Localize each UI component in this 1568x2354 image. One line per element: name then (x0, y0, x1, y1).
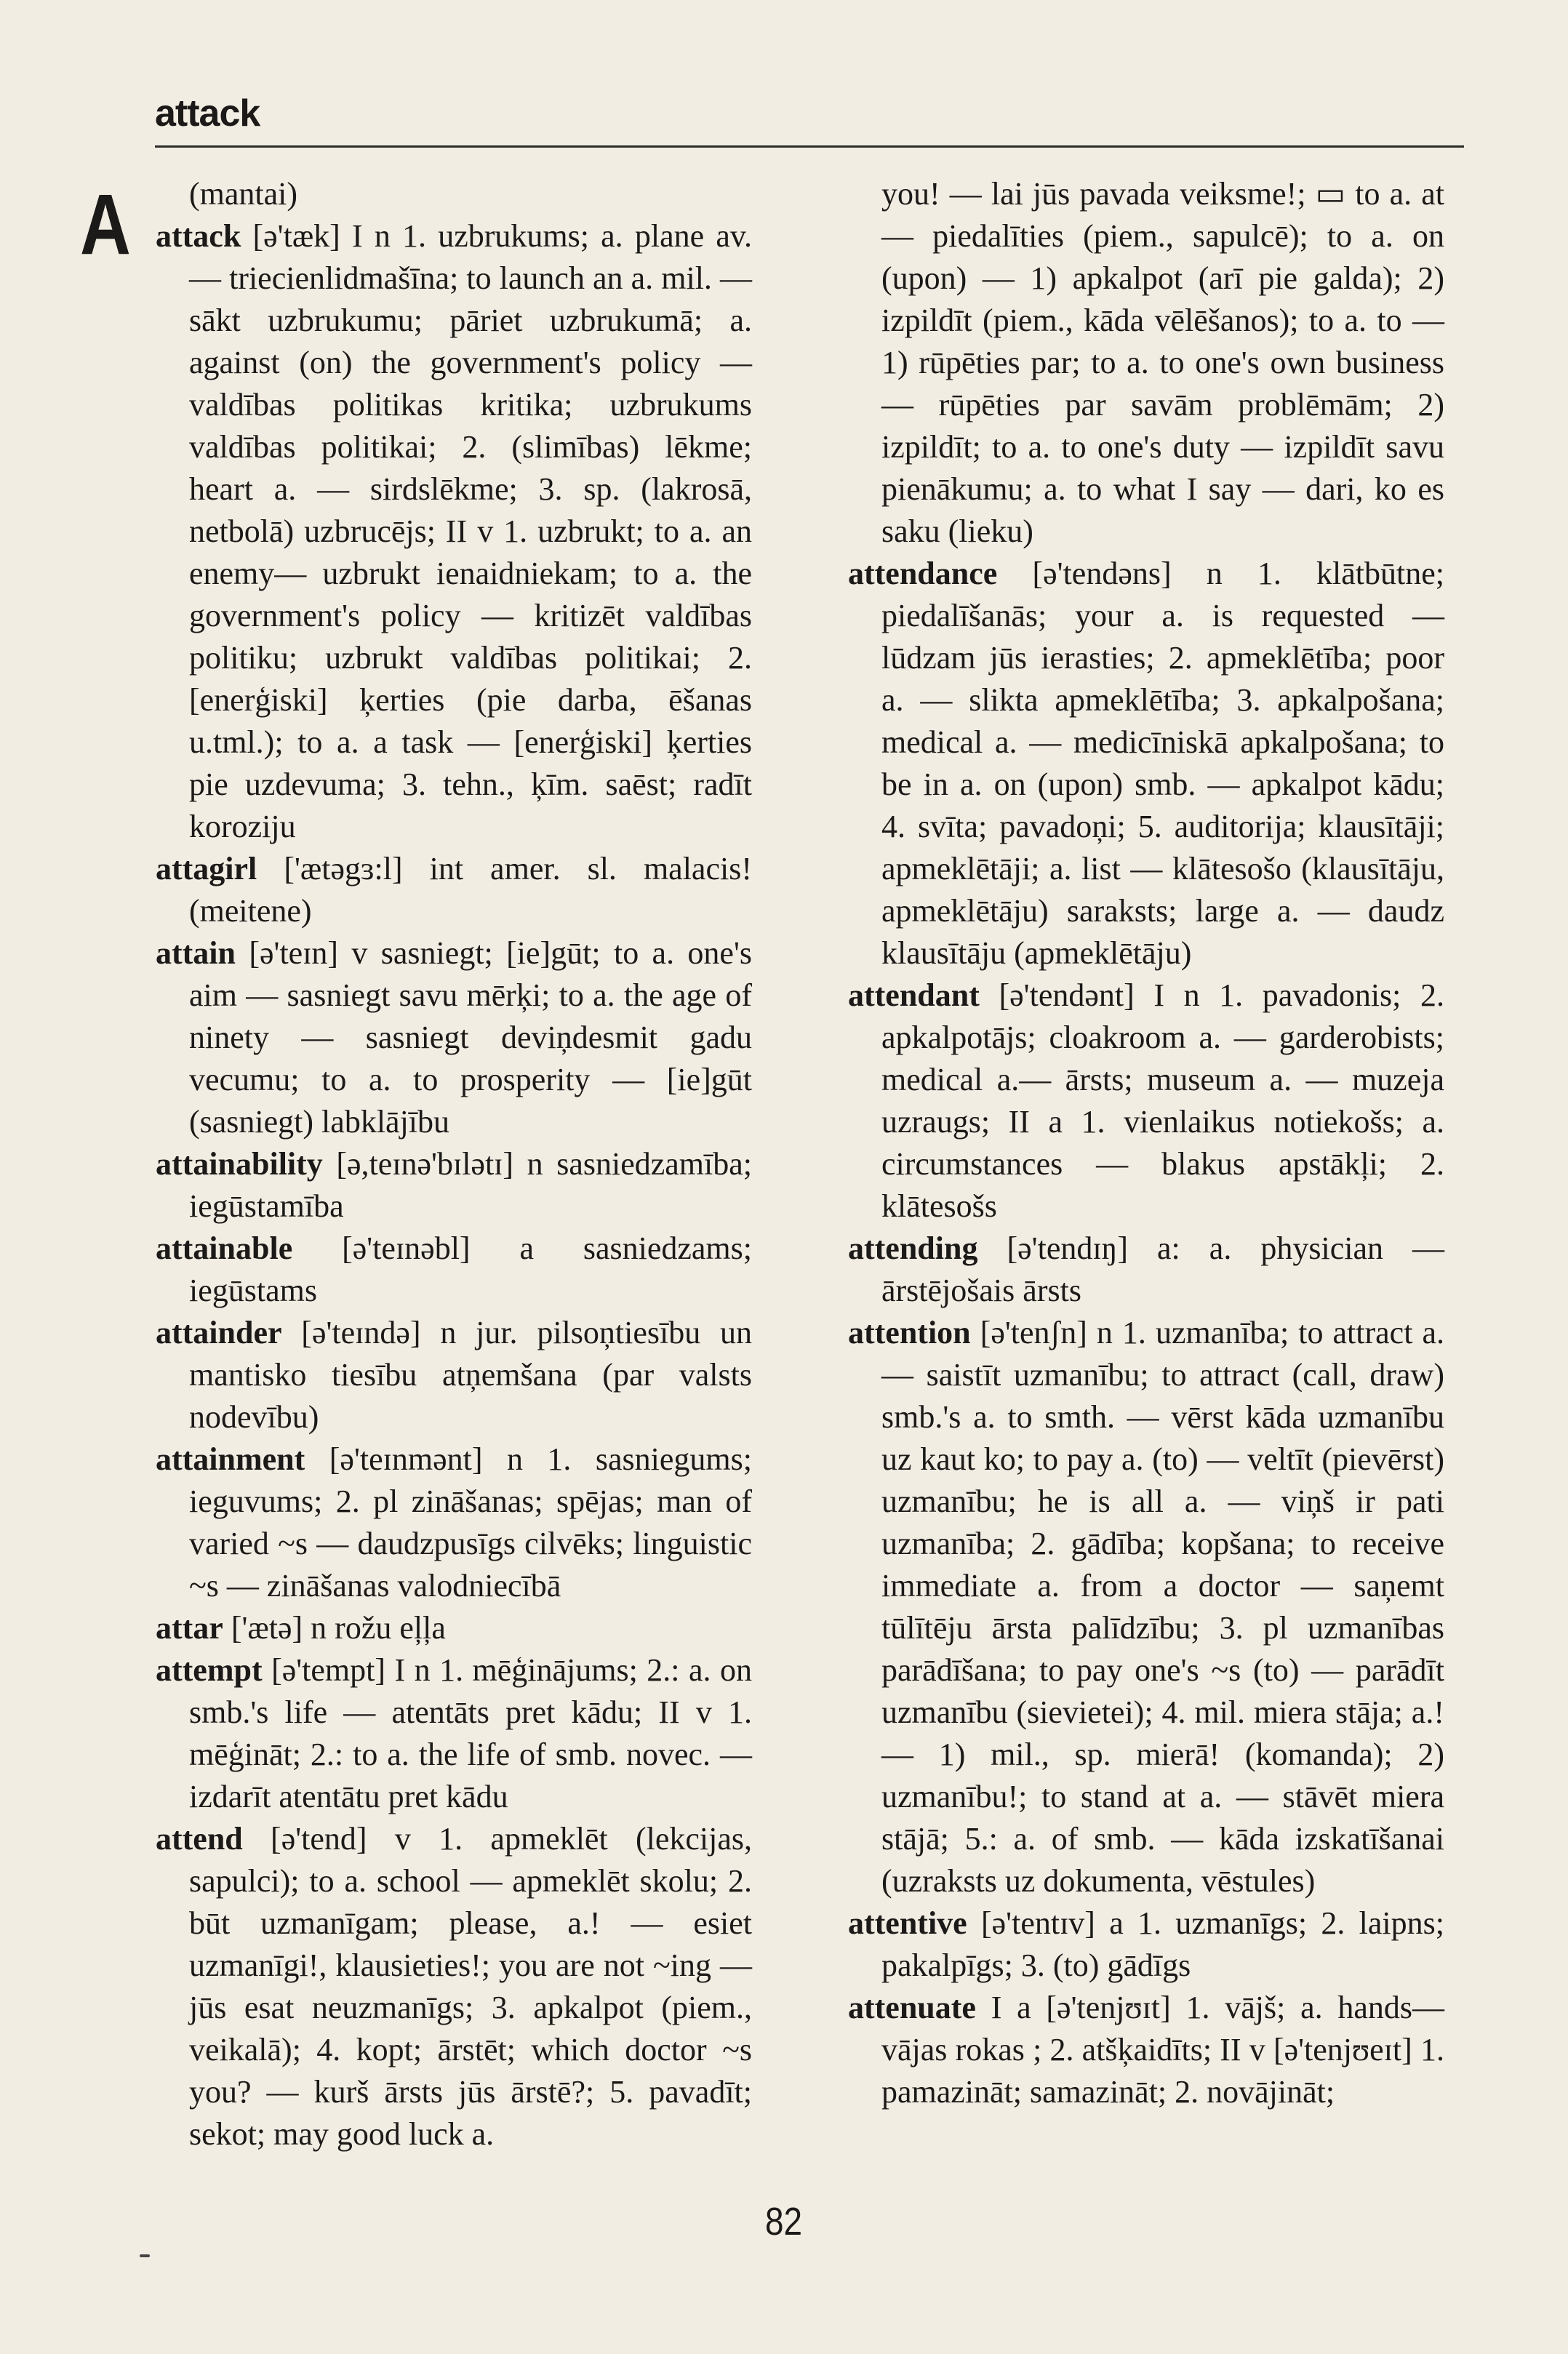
entry-headword: attainability (156, 1146, 323, 1182)
entry-body: [ə'teɪnmənt] n 1. sasniegums; ieguvums; 2. pl zināšanas; spējas; man of varied ~s — daudzpusīgs cilvēks; linguistic ~s — zināšanas valodniecībā (189, 1441, 752, 1604)
dictionary-entry (156, 1607, 752, 1649)
dictionary-entry (848, 1902, 1444, 1987)
entry-body: [ə'teɪnəbl] a sasniedzams; iegūstams (189, 1230, 752, 1308)
entry-body: [ə'tempt] I n 1. mēģinājums; 2.: a. on smb.'s life — atentāts pret kādu; II v 1. mēģināt; 2.: to a. the life of smb. novec. — izdarīt atentātu pret kādu (189, 1652, 752, 1814)
dictionary-entry (156, 215, 752, 848)
entry-headword: attain (156, 935, 236, 971)
running-head-word: attack (155, 92, 260, 135)
dictionary-entry (848, 1228, 1444, 1312)
entry-body: you! — lai jūs pavada veiksme!; ▭ to a. at — piedalīties (piem., sapulcē); to a. on (upon) — 1) apkalpot (arī pie galda); 2) izpildīt (piem., kāda vēlēšanos); to a. to — 1) rūpēties par; to a. to one's own business — rūpēties par savām problēmām; 2) izpildīt; to a. to one's duty — izpildīt savu pienākumu; a. to what I say — dari, ko es saku (lieku) (881, 176, 1444, 549)
dictionary-entry (156, 1143, 752, 1228)
entry-body: [ə'tenʃn] n 1. uzmanība; to attract a. — saistīt uzmanību; to attract (call, draw) smb.'s a. to smth. — vērst kāda uzmanību uz kaut ko; to pay a. (to) — veltīt (pievērst) uzmanību; he is all a. — viņš ir pati uzmanība; 2. gādība; kopšana; to receive immediate a. from a doctor — saņemt tūlītēju ārsta palīdzību; 3. pl uzmanības parādīšana; to pay one's ~s (to) — parādīt uzmanību (sievietei); 4. mil. miera stāja; a.! — 1) mil., sp. mierā! (komanda); 2) uzmanību!; to stand at a. — stāvēt miera stājā; 5.: a. of smb. — kāda izskatīšanai (uzraksts uz dokumenta, vēstules) (881, 1315, 1444, 1899)
entry-headword: attendant (848, 977, 980, 1013)
dictionary-entry (848, 173, 1444, 553)
entry-body: [ə'tendɪŋ] a: a. physician — ārstējošais ārsts (881, 1230, 1444, 1308)
entry-body: ['ætə] n rožu eļļa (223, 1610, 446, 1646)
entry-body: [ə'teɪndə] n jur. pilsoņtiesību un mantisko tiesību atņemšana (par valsts nodevību) (189, 1315, 752, 1435)
section-letter: A (80, 177, 131, 273)
dictionary-entry (156, 1649, 752, 1818)
dictionary-entry (156, 932, 752, 1143)
entry-headword: attending (848, 1230, 978, 1266)
entry-headword: attempt (156, 1652, 263, 1688)
entry-headword: attention (848, 1315, 971, 1350)
entry-body: [ə,teɪnə'bɪlətɪ] n sasniedzamība; iegūstamība (189, 1146, 752, 1224)
entry-body: [ə'teɪn] v sasniegt; [ie]gūt; to a. one's aim — sasniegt savu mērķi; to a. the age of ninety — sasniegt deviņdesmit gadu vecumu; to a. to prosperity — [ie]gūt (sasniegt) labklājību (189, 935, 752, 1140)
dictionary-entry (156, 1312, 752, 1438)
entry-headword: attendance (848, 556, 998, 591)
right-column (848, 173, 1444, 2113)
dictionary-entry (848, 1987, 1444, 2113)
dictionary-entry (848, 553, 1444, 974)
dictionary-entry (848, 1312, 1444, 1902)
dictionary-entry (156, 1818, 752, 2155)
page-number: 82 (765, 2200, 803, 2243)
entry-body: I a [ə'tenjʊɪt] 1. vājš; a. hands— vājas rokas ; 2. atšķaidīts; II v [ə'tenjʊeɪt] 1. pamazināt; samazināt; 2. novājināt; (881, 1990, 1444, 2110)
dictionary-entry (156, 1438, 752, 1607)
entry-headword: attenuate (848, 1990, 976, 2025)
entry-body: ['ætəgɜ:l] int amer. sl. malacis! (meitene) (189, 851, 752, 929)
entry-headword: attagirl (156, 851, 257, 886)
dictionary-entry (156, 173, 752, 215)
dictionary-entry (848, 974, 1444, 1228)
entry-headword: attar (156, 1610, 223, 1646)
running-header (155, 87, 1464, 148)
left-column (156, 173, 752, 2155)
entry-headword: attainder (156, 1315, 282, 1350)
entry-body: [ə'tæk] I n 1. uzbrukums; a. plane av. — triecienlidmašīna; to launch an a. mil. — sākt uzbrukumu; pāriet uzbrukumā; a. against (on) the government's policy — valdības politikas kritika; uzbrukums valdības politikai; 2. (slimības) lēkme; heart a. — sirdslēkme; 3. sp. (lakrosā, netbolā) uzbrucējs; II v 1. uzbrukt; to a. an enemy— uzbrukt ienaidniekam; to a. the government's policy — kritizēt valdības politiku; uzbrukt valdības politikai; 2. [enerģiski] ķerties (pie darba, ēšanas u.tml.); to a. a task — [enerģiski] ķerties pie uzdevuma; 3. tehn., ķīm. saēst; radīt koroziju (189, 218, 752, 844)
entry-body: [ə'tendənt] I n 1. pavadonis; 2. apkalpotājs; cloakroom a. — garderobists; medical a.— ārsts; museum a. — muzeja uzraugs; II a 1. vienlaikus notiekošs; a. circumstances — blakus apstākļi; 2. klātesošs (881, 977, 1444, 1224)
entry-body: [ə'tendəns] n 1. klātbūtne; piedalīšanās; your a. is requested — lūdzam jūs ierasties; 2. apmeklētība; poor a. — slikta apmeklētība; 3. apkalpošana; medical a. — medicīniskā apkalpošana; to be in a. on (upon) smb. — apkalpot kādu; 4. svīta; pavadoņi; 5. auditorija; klausītāji; apmeklētāji; a. list — klātesošo (klausītāju, apmeklētāju) saraksts; large a. — daudz klausītāju (apmeklētāju) (881, 556, 1444, 971)
entry-body: [ə'tentɪv] a 1. uzmanīgs; 2. laipns; pakalpīgs; 3. (to) gādīgs (881, 1905, 1444, 1983)
entry-headword: attentive (848, 1905, 967, 1941)
entry-headword: attack (156, 218, 241, 254)
dictionary-entry (156, 1228, 752, 1312)
entry-body: [ə'tend] v 1. apmeklēt (lekcijas, sapulci); to a. school — apmeklēt skolu; 2. būt uzmanīgam; please, a.! — esiet uzmanīgi!, klausieties!; you are not ~ing — jūs esat neuzmanīgs; 3. apkalpot (piem., veikalā); 4. kopt; ārstēt; which doctor ~s you? — kurš ārsts jūs ārstē?; 5. pavadīt; sekot; may good luck a. (189, 1821, 752, 2152)
scan-mark (140, 2254, 150, 2257)
entry-headword: attend (156, 1821, 243, 1857)
entry-headword: attainable (156, 1230, 293, 1266)
entry-headword: attainment (156, 1441, 305, 1477)
entry-body: (mantai) (189, 176, 298, 212)
dictionary-entry (156, 848, 752, 932)
